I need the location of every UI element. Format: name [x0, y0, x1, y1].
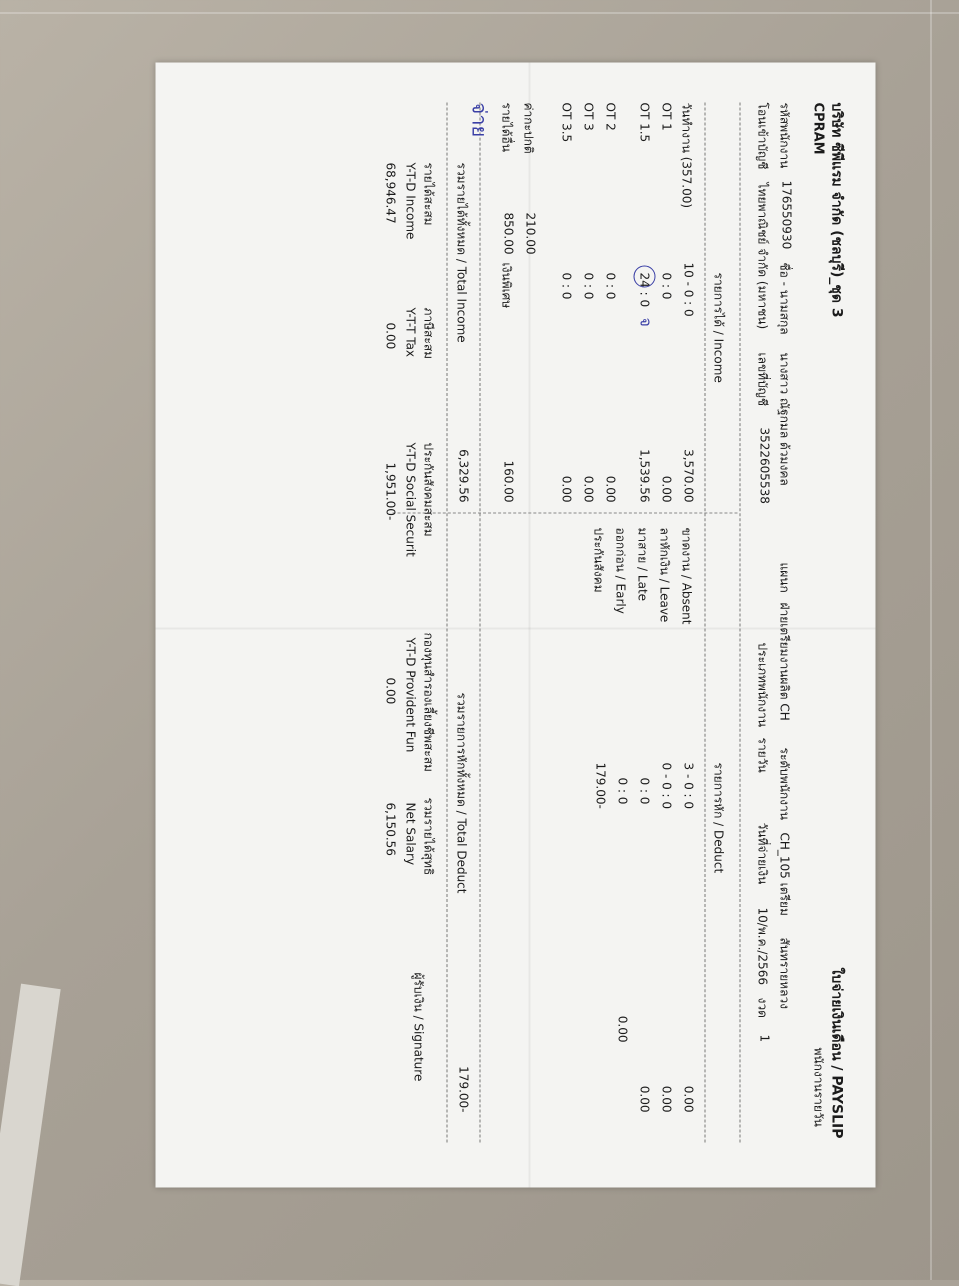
income-row-1-label: OT 1: [659, 102, 673, 131]
income-row-1-amount: 0.00: [659, 475, 673, 503]
shift-value: 210.00: [523, 212, 537, 255]
ytd-tax-label-en: Y-T-T Tax: [403, 307, 417, 358]
employee-id-label: รหัสพนักงาน: [777, 102, 791, 169]
deduct-row-3-amount: 0.00: [615, 1015, 629, 1043]
deduct-row-2-amount: 0.00: [637, 1085, 651, 1113]
income-row-0-label: วันทำงาน (357.00): [679, 102, 693, 209]
net-salary-label-th: รวมรายได้สุทธิ: [421, 797, 435, 876]
deduct-row-1-label: ลาหักเงิน / Leave: [657, 527, 671, 623]
income-row-4-amount: 0.00: [581, 475, 595, 503]
employee-id: 176550930: [779, 180, 793, 250]
income-row-1-qty: 0 : 0: [659, 272, 673, 300]
payslip-paper: [155, 63, 875, 1188]
totals-divider: [479, 103, 480, 1143]
slip-title: ใบจ่ายเงินเดือน / PAYSLIP: [828, 967, 844, 1139]
pay-date-value: 10/พ.ค./2566: [755, 907, 769, 985]
period-label: งวด: [755, 997, 769, 1018]
other-income-label: รายได้อื่น: [499, 102, 513, 152]
deduct-row-1-amount: 0.00: [659, 1085, 673, 1113]
deduct-row-2-label: มาสาย / Late: [635, 527, 649, 602]
deduct-row-0-label: ขาดงาน / Absent: [679, 527, 693, 625]
total-deduct-value: 179.00-: [456, 1066, 470, 1113]
employee-type: พนักงานรายวัน: [811, 1047, 825, 1127]
total-income-label: รวมรายได้ทั้งหมด / Total Income: [454, 162, 468, 343]
handwritten-ot-mark: จ: [636, 317, 655, 327]
deduct-row-3-label: ออกก่อน / Early: [613, 527, 627, 614]
ytd-income-label-en: Y-T-D Income: [403, 162, 417, 240]
handwritten-note: จ่าย: [467, 102, 491, 138]
special-label: เงินพิเศษ: [499, 262, 513, 309]
deduct-row-2-qty: 0 : 0: [637, 777, 651, 805]
ytd-pf-value: 0.00: [383, 677, 397, 705]
income-row-3-qty: 0 : 0: [603, 272, 617, 300]
deduct-row-1-qty: 0 - 0 : 0: [659, 762, 673, 810]
income-row-4-label: OT 3: [581, 102, 595, 131]
deduct-title: รายการหัก / Deduct: [711, 762, 725, 874]
level-label: ระดับพนักงาน: [777, 747, 791, 820]
net-salary-label-en: Net Salary: [403, 802, 417, 866]
account-label: เลขที่บัญชี: [755, 352, 769, 407]
ytd-tax-label-th: ภาษีสะสม: [421, 307, 435, 360]
social-security-label: ประกันสังคม: [591, 527, 605, 593]
company-name: บริษัท ซีพีแรม จำกัด (ชลบุรี)_ชุด 3: [828, 102, 844, 318]
floor-seam: [0, 12, 959, 14]
income-row-0-amount: 3,570.00: [681, 449, 695, 503]
ytd-income-value: 68,946.47: [383, 162, 397, 224]
dept-value: ฝ่ายเตรียมงานผลิต CH: [777, 602, 791, 721]
deduct-row-3-qty: 0 : 0: [615, 777, 629, 805]
dept-label: แผนก: [777, 562, 791, 593]
deduct-row-0-amount: 0.00: [681, 1085, 695, 1113]
emp-kind-value: รายวัน: [755, 737, 769, 773]
pay-date-label: วันที่จ่ายเงิน: [755, 822, 769, 885]
income-row-0-qty: 10 - 0 : 0: [681, 262, 695, 317]
bank-value: ไทยพาณิชย์ จำกัด (มหาชน): [755, 182, 769, 330]
bank-label: โอนเข้าบัญชี: [755, 102, 769, 170]
income-row-2-label: OT 1.5: [637, 102, 651, 143]
employee-name: นางสาว ณัฐกมล ด้วมงคล: [777, 352, 791, 486]
branch-value: สันทรายหลวง: [777, 937, 791, 1010]
ytd-divider: [446, 103, 447, 1143]
company-code: CPRAM: [810, 102, 825, 155]
paper-fold: [155, 628, 875, 630]
net-salary-value: 6,150.56: [383, 802, 397, 856]
deduct-row-0-qty: 3 - 0 : 0: [681, 762, 695, 810]
special-value: 160.00: [501, 460, 515, 503]
income-row-2-amount: 1,539.56: [637, 449, 651, 503]
ytd-ss-value: 1,951.00-: [383, 462, 397, 521]
emp-kind-label: ประเภทพนักงาน: [755, 642, 769, 728]
name-label: ชื่อ - นามสกุล: [777, 262, 791, 335]
income-row-3-label: OT 2: [603, 102, 617, 131]
handwritten-circle: [633, 266, 655, 288]
shift-label: ค่ากะปกติ: [521, 102, 535, 154]
ytd-pf-label-en: Y-T-D Provident Fun: [403, 637, 417, 753]
total-deduct-label: รวมรายการหักทั้งหมด / Total Deduct: [454, 692, 468, 894]
income-row-5-amount: 0.00: [559, 475, 573, 503]
background-paper-edge: [0, 984, 61, 1286]
signature-label: ผู้รับเงิน / Signature: [411, 972, 425, 1082]
period-value: 1: [757, 1034, 771, 1043]
section-title-divider: [704, 103, 705, 1143]
ytd-ss-label-en: Y-T-D Social Securit: [403, 442, 417, 557]
header-divider: [739, 103, 740, 1143]
total-income-value: 6,329.56: [456, 449, 470, 503]
income-row-4-qty: 0 : 0: [581, 272, 595, 300]
ytd-pf-label-th: กองทุนสำรองเลี้ยงชีพสะสม: [421, 632, 435, 772]
ytd-ss-label-th: ประกันสังคมสะสม: [421, 442, 435, 537]
other-income-value: 850.00: [501, 212, 515, 255]
income-row-3-amount: 0.00: [603, 475, 617, 503]
income-title: รายการได้ / Income: [711, 272, 725, 383]
income-row-2-qty: 24 : 0: [637, 272, 651, 308]
ytd-income-label-th: รายได้สะสม: [421, 162, 435, 226]
income-row-5-qty: 0 : 0: [559, 272, 573, 300]
level-value: CH_105 เตรียม: [777, 832, 791, 916]
social-security-value: 179.00-: [593, 762, 607, 809]
ytd-tax-value: 0.00: [383, 322, 397, 350]
account-value: 3522605538: [757, 427, 771, 504]
column-divider: [392, 513, 737, 514]
floor-seam: [930, 0, 932, 1280]
income-row-5-label: OT 3.5: [559, 102, 573, 143]
